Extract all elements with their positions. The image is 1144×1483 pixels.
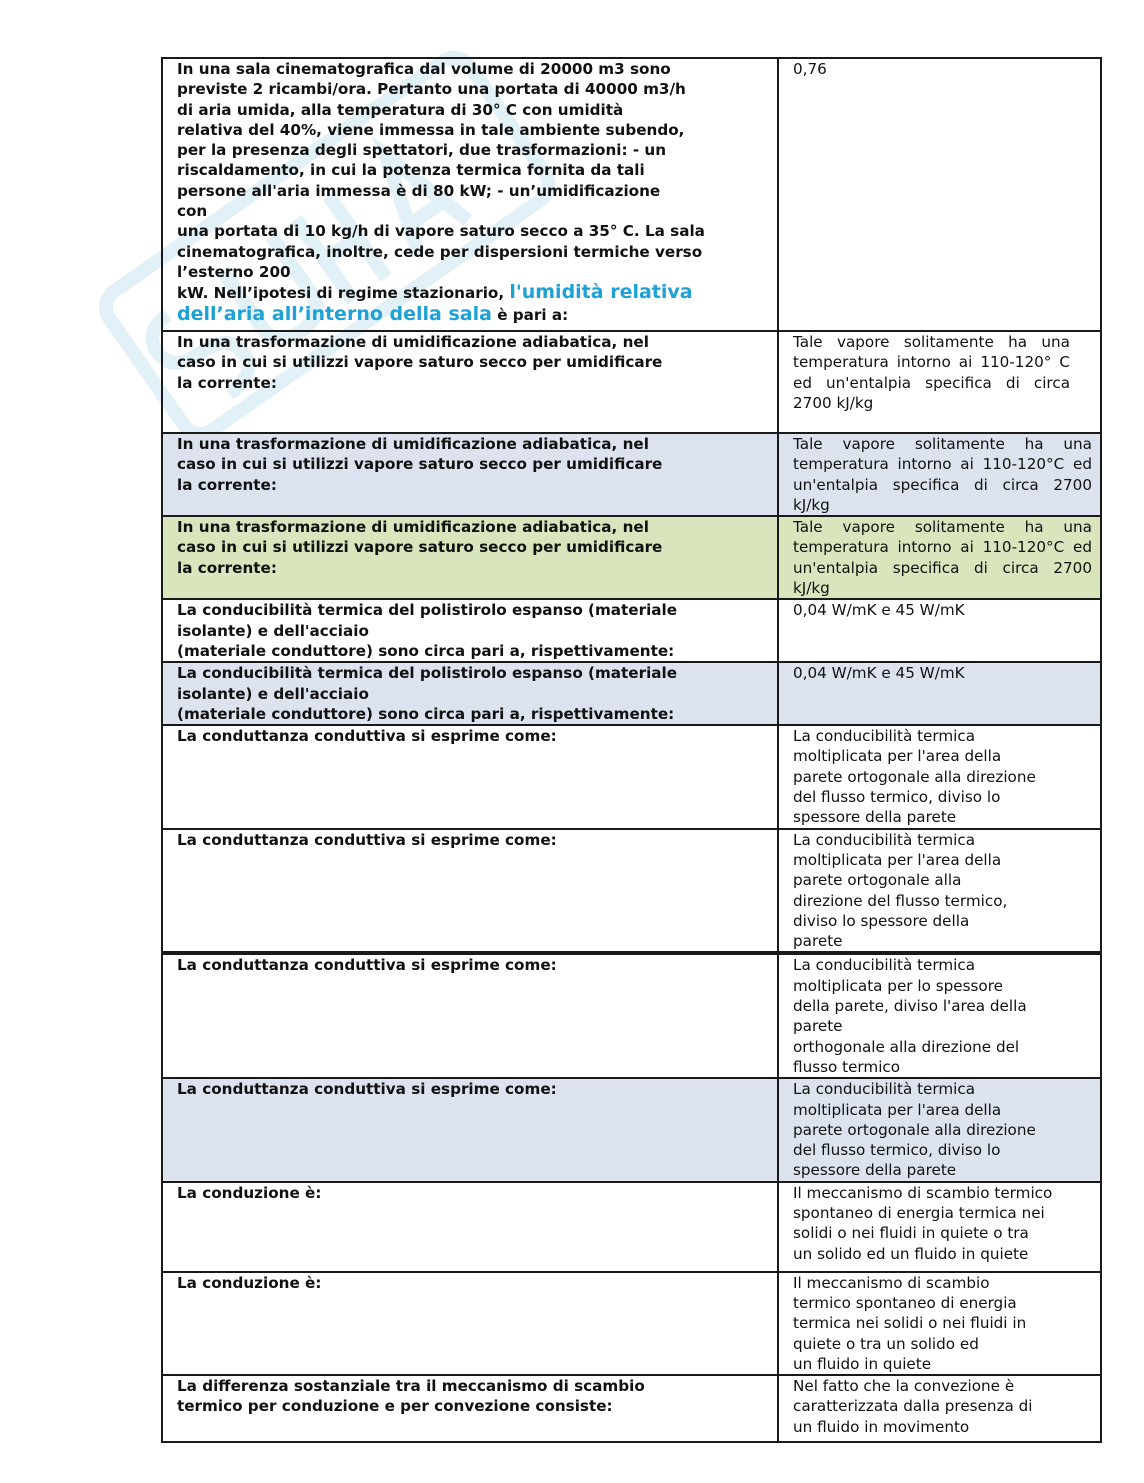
table-row — [162, 1078, 1101, 1181]
question-cell — [162, 662, 778, 725]
question-cell — [162, 58, 778, 331]
answer-text: La conducibilità termica moltiplicata per l'area della parete ortogonale alla direzione del flusso termico, diviso lo spessore della parete — [793, 1080, 1036, 1180]
table-row — [162, 58, 1101, 331]
highlighted-phrase: l'umidità relativa dell’aria all’interno della sala — [177, 281, 693, 325]
question-text: La conducibilità termica del polistirolo espanso (materiale isolante) e dell'acciaio (materiale conduttore) sono circa pari a, rispettivamente: — [177, 664, 678, 723]
question-text: La differenza sostanziale tra il meccanismo di scambio termico per conduzione e per convezione consiste: — [177, 1377, 645, 1416]
question-cell — [162, 599, 778, 662]
answer-cell — [778, 725, 1101, 828]
question-cell — [162, 1078, 778, 1181]
question-cell — [162, 516, 778, 599]
question-text: La conduttanza conduttiva si esprime come: — [177, 956, 557, 975]
question-text: La conduzione è: — [177, 1273, 322, 1292]
answer-cell — [778, 1078, 1101, 1181]
question-cell — [162, 1182, 778, 1272]
answer-text: Nel fatto che la convezione è caratterizzata dalla presenza di un fluido in movimento — [793, 1377, 1033, 1436]
question-text: La conduttanza conduttiva si esprime come: — [177, 1080, 557, 1099]
question-cell — [162, 1375, 778, 1442]
answer-text: La conducibilità termica moltiplicata per l'area della parete ortogonale alla direzione del flusso termico, diviso lo spessore della parete — [793, 727, 1036, 827]
answer-cell — [778, 331, 1101, 433]
qa-table — [161, 57, 1102, 1443]
answer-text: Il meccanismo di scambio termico spontaneo di energia termica nei solidi o nei fluidi in quiete o tra un solido ed un fluido in quiete — [793, 1183, 1053, 1263]
answer-cell — [778, 953, 1101, 1078]
answer-text: 0,76 — [793, 60, 827, 78]
question-text: In una sala cinematografica dal volume di 20000 m3 sono previste 2 ricambi/ora. Pertanto una portata di 40000 m3/h di aria umida, alla temperatura di 30° C con umidità relativa del 40%, viene immessa in tale ambiente subendo, per la presenza degli spettatori, due trasformazioni: - un riscaldamento, in cui la potenza termica fornita da tali persone all'aria immessa è di 80 kW; - un’umidificazione con una portata di 10 kg/h di vapore saturo secco a 35° C. La sala cinematografica, inoltre, cede per dispersioni termiche verso l’esterno 200 — [177, 60, 705, 281]
answer-text: Tale vapore solitamente ha una temperatura intorno ai 110-120° C ed un'entalpia specifica di circa 2700 kJ/kg — [793, 333, 1070, 412]
question-text: In una trasformazione di umidificazione adiabatica, nel caso in cui si utilizzi vapore saturo secco per umidificare la corrente: — [177, 333, 663, 392]
table-row — [162, 331, 1101, 433]
table-row — [162, 516, 1101, 599]
table-row — [162, 1272, 1101, 1375]
answer-text: La conducibilità termica moltiplicata per lo spessore della parete, diviso l'area della parete orthogonale alla direzione del flusso termico — [793, 956, 1027, 1076]
table-row — [162, 953, 1101, 1078]
table-row — [162, 1375, 1101, 1442]
table-row — [162, 433, 1101, 516]
answer-cell — [778, 1182, 1101, 1272]
answer-text: 0,04 W/mK e 45 W/mK — [793, 664, 965, 683]
table-row — [162, 1182, 1101, 1272]
question-text-end: è pari a: — [497, 305, 569, 324]
question-text-tail: kW. Nell’ipotesi di regime stazionario, — [177, 284, 505, 303]
question-cell — [162, 953, 778, 1078]
answer-text: Tale vapore solitamente ha una temperatura intorno ai 110-120°C ed un'entalpia specifica di circa 2700 kJ/kg — [793, 435, 1092, 514]
answer-cell — [778, 433, 1101, 516]
answer-text: La conducibilità termica moltiplicata per l'area della parete ortogonale alla direzione del flusso termico, diviso lo spessore della parete — [793, 830, 1008, 951]
question-cell — [162, 1272, 778, 1375]
question-cell — [162, 725, 778, 828]
question-cell — [162, 331, 778, 433]
answer-cell — [778, 1375, 1101, 1442]
question-text: La conducibilità termica del polistirolo espanso (materiale isolante) e dell'acciaio (materiale conduttore) sono circa pari a, rispettivamente: — [177, 601, 678, 660]
question-text: In una trasformazione di umidificazione adiabatica, nel caso in cui si utilizzi vapore saturo secco per umidificare la corrente: — [177, 518, 663, 577]
answer-text: Il meccanismo di scambio termico spontaneo di energia termica nei solidi o nei fluidi in quiete o tra un solido ed un fluido in quiete — [793, 1273, 1027, 1373]
question-text: La conduzione è: — [177, 1183, 322, 1202]
question-text: La conduttanza conduttiva si esprime come: — [177, 727, 557, 746]
table-row — [162, 599, 1101, 662]
answer-cell — [778, 599, 1101, 662]
answer-cell — [778, 58, 1101, 331]
question-cell — [162, 829, 778, 954]
answer-cell — [778, 1272, 1101, 1375]
answer-cell — [778, 829, 1101, 954]
answer-text: 0,04 W/mK e 45 W/mK — [793, 601, 965, 620]
table-row — [162, 725, 1101, 828]
answer-cell — [778, 662, 1101, 725]
answer-text: Tale vapore solitamente ha una temperatura intorno ai 110-120°C ed un'entalpia specifica di circa 2700 kJ/kg — [793, 518, 1092, 598]
question-cell — [162, 433, 778, 516]
question-text: In una trasformazione di umidificazione adiabatica, nel caso in cui si utilizzi vapore saturo secco per umidificare la corrente: — [177, 435, 663, 494]
answer-cell — [778, 516, 1101, 599]
table-row — [162, 829, 1101, 954]
table-row — [162, 662, 1101, 725]
question-text: La conduttanza conduttiva si esprime come: — [177, 830, 557, 849]
